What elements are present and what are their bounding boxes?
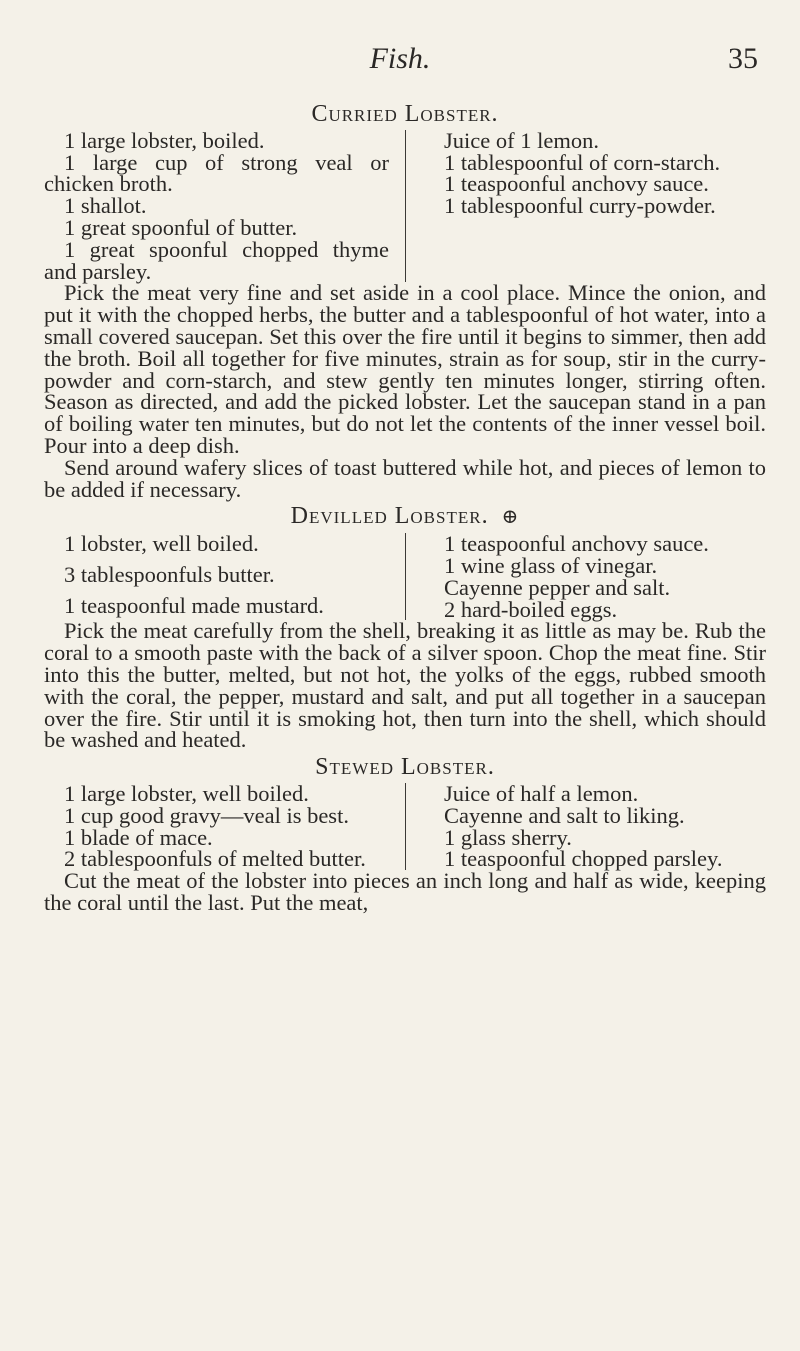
- ingredient-item: 1 tablespoonful curry-powder.: [444, 193, 716, 219]
- recipe-title-text: Stewed Lobster.: [315, 754, 495, 781]
- instruction-paragraph: Pick the meat very fine and set aside in a cool place. Mince the onion, and put it with the chopped herbs, the butter and a tablespoonful of hot water, into a small covered saucepan. Set this over the fire until it begins to simmer, then add the broth. Boil all together for five minutes, strain as for soup, stir in the curry-powder and corn-starch, and stew gently ten minutes longer, stirring often. Season as directed, and add the picked lobster. Let the saucepan stand in a pan of boiling water ten minutes, but do not let the contents of the inner vessel boil. Pour into a deep dish.: [44, 280, 766, 458]
- ingredient-item: 1 teaspoonful anchovy sauce.: [444, 531, 709, 557]
- ingredient-item: 1 large cup of strong veal or chicken broth.: [44, 149, 389, 197]
- ingredient-item: Juice of half a lemon.: [444, 780, 639, 806]
- page-number: 35: [728, 42, 758, 75]
- ingredient-list: [44, 533, 766, 620]
- ingredient-item: 1 lobster, well boiled.: [64, 531, 259, 557]
- ingredient-item: Cayenne and salt to liking.: [444, 802, 685, 828]
- recipe-title: [44, 754, 766, 781]
- recipe-title: [44, 101, 766, 127]
- ingredient-item: 1 wine glass of vinegar.: [444, 552, 658, 578]
- ingredient-item: 1 great spoonful of butter.: [64, 214, 298, 240]
- recipe-title: [44, 503, 766, 530]
- ingredient-item: 1 teaspoonful chopped parsley.: [444, 846, 723, 872]
- ingredient-list: [44, 780, 766, 872]
- recipe-title-text: Curried Lobster.: [311, 101, 499, 127]
- ingredient-item: Juice of 1 lemon.: [444, 127, 599, 153]
- recipe-curried-lobster: [44, 101, 766, 502]
- instruction-paragraph: Send around wafery slices of toast buttered while hot, and pieces of lemon to be added if necessary.: [44, 454, 766, 502]
- ingredient-item: 1 teaspoonful made mustard.: [64, 592, 324, 618]
- ingredients-right-column: [405, 780, 766, 872]
- recipe-stewed-lobster: [44, 754, 766, 915]
- ingredients-right-column: [405, 127, 766, 283]
- running-title: Fish.: [369, 42, 431, 75]
- ingredient-list: [44, 127, 766, 284]
- page-header: [0, 42, 800, 82]
- ingredients-left-column: [44, 533, 405, 620]
- ingredient-item: 1 tablespoonful of corn-starch.: [444, 149, 721, 175]
- ingredient-item: Cayenne pepper and salt.: [444, 574, 671, 600]
- ingredient-item: 2 hard-boiled eggs.: [444, 596, 618, 622]
- ingredient-item: 1 large lobster, boiled.: [64, 127, 265, 153]
- ingredients-left-column: [44, 127, 405, 284]
- ingredient-item: 1 blade of mace.: [64, 824, 213, 850]
- circled-cross-icon: ⊕: [501, 506, 520, 529]
- ingredient-item: 3 tablespoonfuls butter.: [64, 561, 275, 587]
- ingredient-item: 1 great spoonful chopped thyme and parsley.: [44, 236, 389, 284]
- instruction-paragraph: Pick the meat carefully from the shell, breaking it as little as may be. Rub the coral to a smooth paste with the back of a silver spoon. Chop the meat fine. Stir into this the butter, melted, but not hot, the yolks of the eggs, rubbed smooth with the coral, the pepper, mustard and salt, and put all together in a saucepan over the fire. Stir until it is smoking hot, then turn into the shell, which should be washed and heated.: [44, 618, 766, 753]
- recipe-devilled-lobster: [44, 503, 766, 753]
- ingredient-item: 1 cup good gravy—veal is best.: [64, 802, 349, 828]
- ingredient-item: 1 shallot.: [64, 193, 147, 219]
- recipe-title-text: Devilled Lobster.: [290, 503, 489, 530]
- ingredients-left-column: [44, 780, 405, 872]
- ingredients-right-column: [405, 533, 766, 620]
- instruction-paragraph: Cut the meat of the lobster into pieces an inch long and half as wide, keeping the coral until the last. Put the meat,: [44, 868, 766, 915]
- ingredient-item: 2 tablespoonfuls of melted butter.: [64, 846, 366, 872]
- page-content: [44, 101, 766, 920]
- ingredient-item: 1 glass sherry.: [444, 824, 572, 850]
- ingredient-item: 1 large lobster, well boiled.: [64, 780, 309, 806]
- ingredient-item: 1 teaspoonful anchovy sauce.: [444, 171, 709, 197]
